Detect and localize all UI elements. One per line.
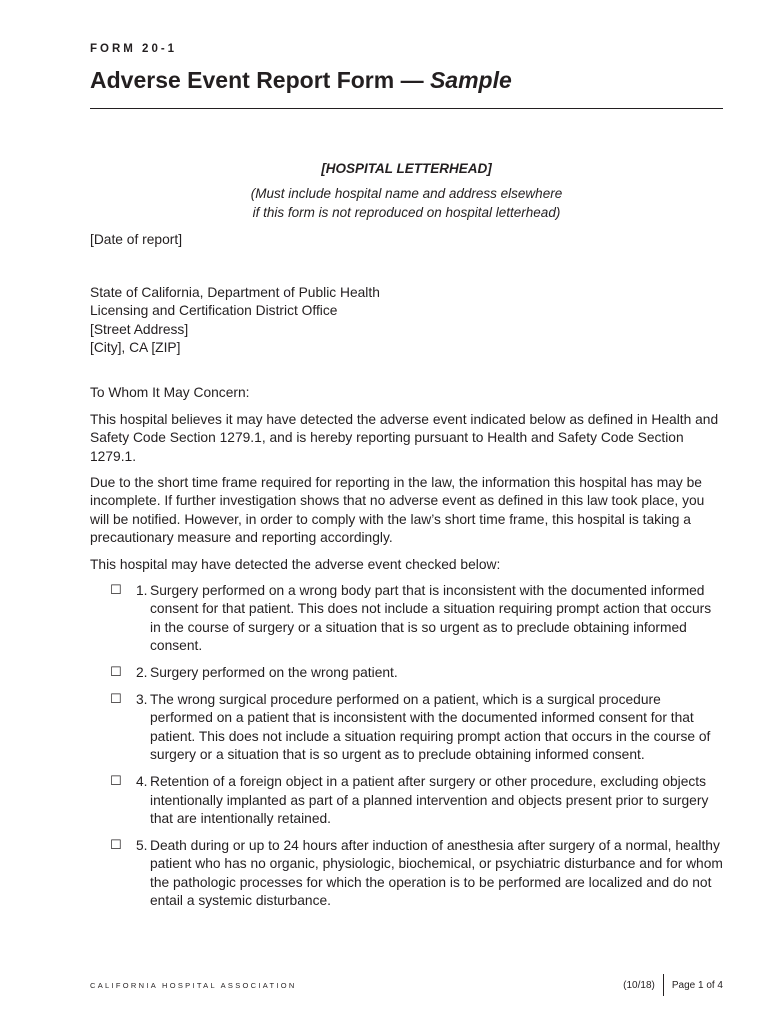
form-number: FORM 20-1 — [90, 43, 178, 55]
checkbox-icon[interactable]: ☐ — [110, 837, 122, 853]
title-main: Adverse Event Report Form — — [90, 67, 430, 93]
event-item-5 — [110, 837, 723, 911]
event-text: The wrong surgical procedure performed on a patient, which is a surgical procedure performed on a patient that is inconsistent with the documented informed consent for that patient. This does not include a situation requiring prompt action that occurs in the course of surgery or a situation that is so urgent as to preclude obtaining informed consent. — [150, 692, 711, 763]
salutation: To Whom It May Concern: — [90, 385, 250, 400]
event-text: Surgery performed on the wrong patient. — [150, 665, 398, 681]
event-number: 1. — [136, 583, 148, 598]
address-line: [City], CA [ZIP] — [90, 340, 181, 356]
letterhead-block — [90, 159, 723, 222]
address-line: State of California, Department of Public Health — [90, 285, 380, 300]
event-item-2 — [110, 664, 723, 682]
footer-organization: CALIFORNIA HOSPITAL ASSOCIATION — [90, 981, 297, 990]
event-text: Surgery performed on a wrong body part that is inconsistent with the documented informed consent for that patient. This does not include a situation requiring prompt action that occurs in the course of surgery or a situation that is so urgent as to preclude obtaining informed consent. — [150, 583, 712, 654]
letterhead-placeholder: [HOSPITAL LETTERHEAD] — [321, 161, 492, 176]
footer-divider — [663, 974, 664, 996]
title-italic: Sample — [429, 67, 512, 93]
checkbox-icon[interactable]: ☐ — [110, 583, 122, 598]
event-text: Death during or up to 24 hours after induction of anesthesia after surgery of a normal, healthy patient who has no organic, physiologic, biochemical, or psychiatric disturbance and for whom the pathologic processes for which the operation is to be performed are localized and do not entail a systemic disturbance. — [150, 837, 723, 909]
date-of-report: [Date of report] — [90, 232, 183, 247]
paragraph-intro: This hospital believes it may have detected the adverse event indicated below as defined in Health and Safety Code Section 1279.1, and is hereby reporting pursuant to Health and Safety Code Section 1279.1. — [90, 412, 719, 464]
adverse-event-checklist — [110, 582, 723, 919]
event-text: Retention of a foreign object in a patient after surgery or other procedure, excluding objects intentionally implanted as part of a planned intervention and objects present prior to surgery that are intentionally retained. — [150, 774, 709, 826]
page-number: Page 1 of 4 — [671, 979, 723, 991]
event-item-1 — [110, 582, 723, 656]
checkbox-icon[interactable]: ☐ — [110, 665, 122, 681]
revision-date: (10/18) — [623, 979, 655, 991]
footer-page-info — [623, 974, 723, 996]
event-number: 2. — [136, 665, 148, 681]
event-item-3 — [110, 691, 723, 765]
paragraph-checklist-intro: This hospital may have detected the adverse event checked below: — [90, 557, 501, 572]
title-divider — [90, 108, 723, 109]
letterhead-note-line2: if this form is not reproduced on hospital letterhead) — [252, 205, 561, 220]
event-item-4 — [110, 773, 723, 828]
address-line: [Street Address] — [90, 321, 189, 337]
event-number: 4. — [136, 774, 148, 790]
event-number: 5. — [136, 837, 148, 853]
event-number: 3. — [136, 692, 148, 708]
address-line: Licensing and Certification District Office — [90, 303, 338, 319]
page-title — [90, 67, 512, 94]
checkbox-icon[interactable]: ☐ — [110, 774, 122, 790]
recipient-address — [90, 284, 723, 358]
paragraph-timeframe: Due to the short time frame required for reporting in the law, the information this hospital has may be incomplete. If further investigation shows that no adverse event as defined in this law took place, you will be notified. However, in order to comply with the law’s short time frame, this hospital is taking a precautionary measure and reporting accordingly. — [90, 475, 705, 546]
checkbox-icon[interactable]: ☐ — [110, 692, 122, 708]
letterhead-note-line1: (Must include hospital name and address elsewhere — [250, 186, 563, 201]
